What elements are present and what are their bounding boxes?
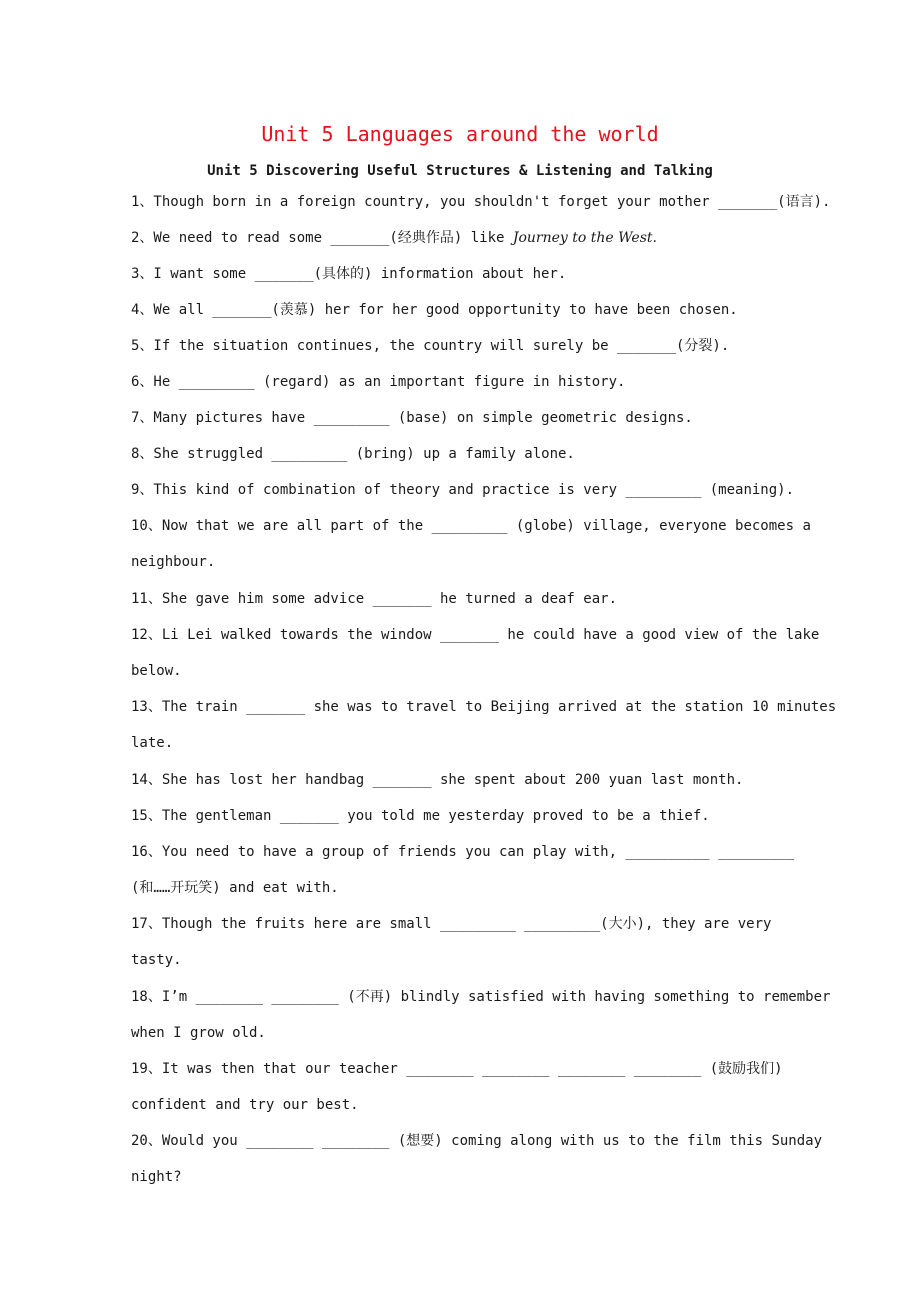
question-18: 18、I’m ________ ________ (不再) blindly satisfied with having something to remember (131, 989, 831, 1005)
question-5: 5、If the situation continues, the country will surely be _______(分裂). (131, 338, 730, 354)
question-8: 8、She struggled _________ (bring) up a family alone. (131, 446, 575, 462)
question-18-cont: when I grow old. (131, 1025, 266, 1041)
question-17-cont: tasty. (131, 952, 182, 968)
question-17: 17、Though the fruits here are small _________ _________(大小), they are very (131, 916, 772, 932)
question-12: 12、Li Lei walked towards the window _______ he could have a good view of the lake (131, 627, 820, 643)
question-16-cont: (和……开玩笑) and eat with. (131, 880, 339, 896)
question-10-cont: neighbour. (131, 554, 216, 570)
question-1: 1、Though born in a foreign country, you shouldn't forget your mother _______(语言). (131, 194, 831, 210)
question-19-cont: confident and try our best. (131, 1097, 359, 1113)
question-20: 20、Would you ________ ________ (想要) coming along with us to the film this Sunday (131, 1133, 823, 1149)
page-title: Unit 5 Languages around the world (261, 122, 659, 146)
question-6: 6、He _________ (regard) as an important figure in history. (131, 374, 626, 390)
question-19: 19、It was then that our teacher ________ ________ ________ ________ (鼓励我们) (131, 1061, 783, 1077)
question-2: 2、We need to read some _______(经典作品) like Journey to the West. (131, 230, 657, 246)
question-11: 11、She gave him some advice _______ he turned a deaf ear. (131, 591, 618, 607)
question-7: 7、Many pictures have _________ (base) on simple geometric designs. (131, 410, 693, 426)
question-4: 4、We all _______(羡慕) her for her good opportunity to have been chosen. (131, 302, 738, 318)
question-13-cont: late. (131, 735, 174, 751)
question-16: 16、You need to have a group of friends you can play with, __________ _________ (131, 844, 795, 860)
question-9: 9、This kind of combination of theory and practice is very _________ (meaning). (131, 482, 795, 498)
question-10: 10、Now that we are all part of the _________ (globe) village, everyone becomes a (131, 518, 811, 534)
question-12-cont: below. (131, 663, 182, 679)
question-15: 15、The gentleman _______ you told me yesterday proved to be a thief. (131, 808, 710, 824)
question-13: 13、The train _______ she was to travel to Beijing arrived at the station 10 minutes (131, 699, 837, 715)
question-3: 3、I want some _______(具体的) information about her. (131, 266, 567, 282)
question-14: 14、She has lost her handbag _______ she spent about 200 yuan last month. (131, 772, 744, 788)
page-subtitle: Unit 5 Discovering Useful Structures & Listening and Talking (207, 163, 713, 179)
question-20-cont: night? (131, 1169, 182, 1185)
book-title: Journey to the West. (512, 230, 657, 246)
